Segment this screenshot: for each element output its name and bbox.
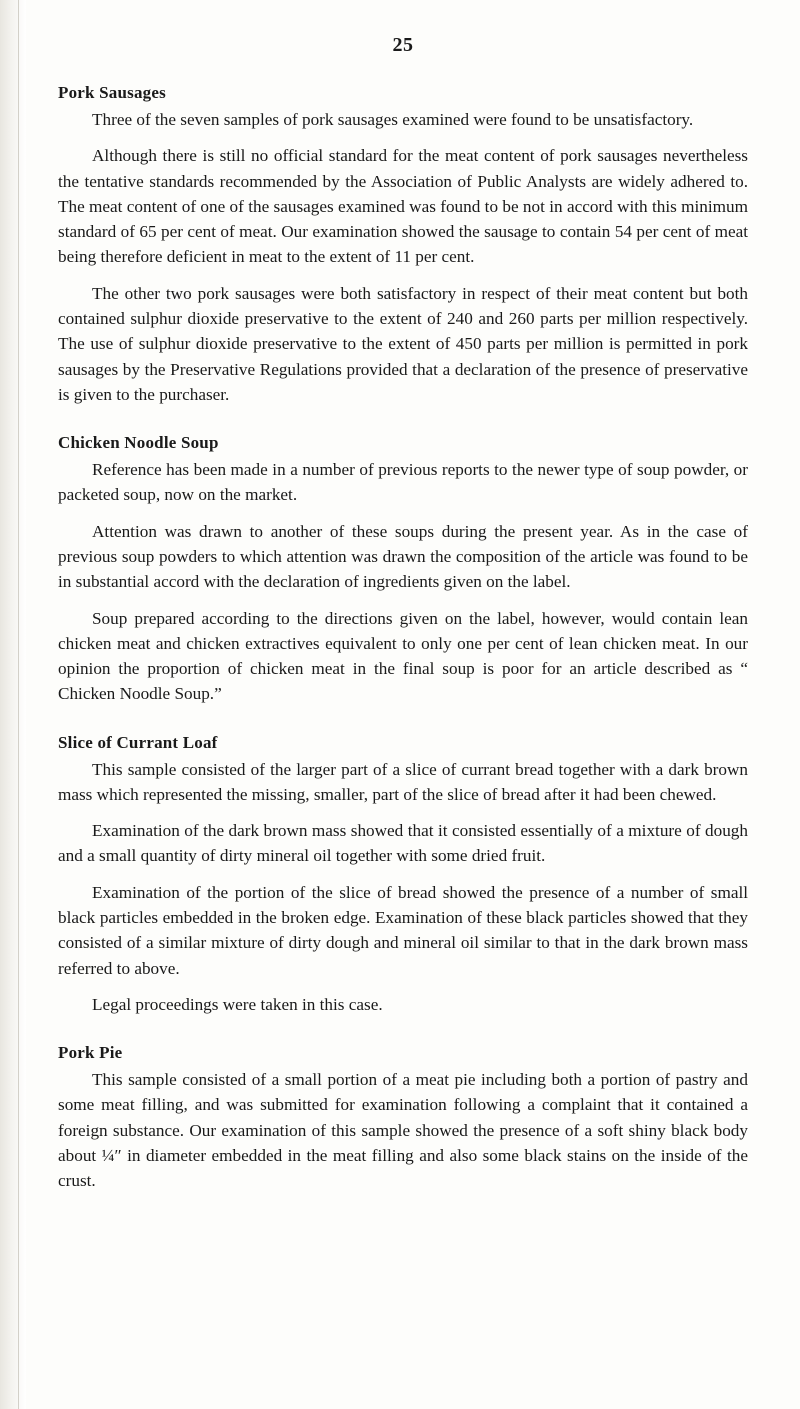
paragraph: Legal proceedings were taken in this case. [92, 994, 383, 1014]
page-edge-shadow [0, 0, 26, 1409]
paragraph: Attention was drawn to another of these soups during the present year. As in the case of previous soup powders to which attention was drawn the composition of the article was found to be in substantial accord with the declaration of ingredients given on the label. [58, 521, 748, 592]
paragraph: Soup prepared according to the directions given on the label, however, would contain lean chicken meat and chicken extractives equivalent to only one per cent of lean chicken meat. In our opinion the proportion of chicken meat in the final soup is poor for an article described as “ Chicken Noodle Soup.” [58, 608, 748, 704]
paragraph: Examination of the portion of the slice of bread showed the presence of a number of small black particles embedded in the broken edge. Examination of these black particles showed that they consisted of a similar mixture of dirty dough and mineral oil similar to that in the dark brown mass referred to above. [58, 882, 748, 978]
paragraph: The other two pork sausages were both satisfactory in respect of their meat content but both contained sulphur dioxide preservative to the extent of 240 and 260 parts per million respectively. The use of sulphur dioxide preservative to the extent of 450 parts per million is permitted in pork sausages by the Preservative Regulations provided that a declaration of the presence of preservative is given to the purchaser. [58, 283, 748, 404]
page-content [58, 0, 748, 1194]
paragraph: This sample consisted of a small portion of a meat pie including both a portion of pastry and some meat filling, and was submitted for examination following a complaint that it contained a foreign substance. Our examination of this sample showed the presence of a soft shiny black body about ¼″ in diameter embedded in the meat filling and also some black stains on the inside of the crust. [58, 1070, 748, 1191]
paragraph: Reference has been made in a number of previous reports to the newer type of soup powder, or packeted soup, now on the market. [58, 460, 748, 505]
section-heading-pork-pie: Pork Pie [58, 1043, 123, 1063]
paragraph: Although there is still no official standard for the meat content of pork sausages nevertheless the tentative standards recommended by the Association of Public Analysts are widely adhered to. The meat content of one of the sausages examined was found to be not in accord with this minimum standard of 65 per cent of meat. Our examination showed the sausage to contain 54 per cent of meat being therefore deficient in meat to the extent of 11 per cent. [58, 146, 748, 267]
paragraph: Three of the seven samples of pork sausages examined were found to be unsatisfactory. [92, 110, 694, 129]
section-heading-slice-of-currant-loaf: Slice of Currant Loaf [58, 732, 218, 752]
paragraph: Examination of the dark brown mass showed that it consisted essentially of a mixture of dough and a small quantity of dirty mineral oil together with some dried fruit. [58, 821, 748, 866]
paragraph: This sample consisted of the larger part of a slice of currant bread together with a dark brown mass which represented the missing, smaller, part of the slice of bread after it had been chewed. [58, 759, 748, 804]
section-heading-chicken-noodle-soup: Chicken Noodle Soup [58, 433, 219, 453]
page-edge-line [18, 0, 19, 1409]
page-number: 25 [392, 34, 414, 56]
section-heading-pork-sausages: Pork Sausages [58, 83, 166, 102]
